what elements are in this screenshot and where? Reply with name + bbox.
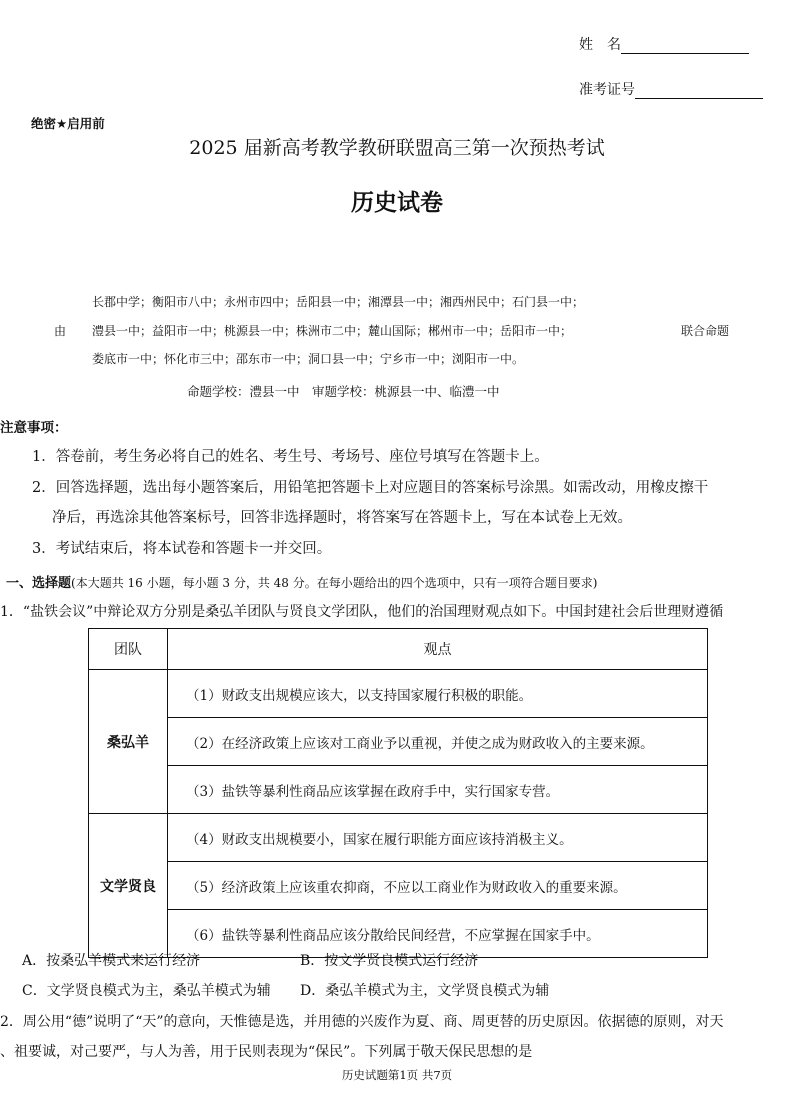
view-2: （2）在经济政策上应该对工商业予以重视，并使之成为财政收入的主要来源。 [168, 718, 708, 766]
exam-title: 2025 届新高考教学教研联盟高三第一次预热考试 [189, 137, 605, 159]
notice-item-2a: 2．回答选择题，选出每小题答案后，用铅笔把答题卡上对应题目的答案标号涂黑。如需改动，用橡皮擦干 [32, 480, 709, 496]
notice-title: 注意事项： [0, 420, 68, 436]
joint-proposition-label: 联合命题 [681, 324, 730, 338]
schools-line-1: 长郡中学；衡阳市八中；永州市四中；岳阳县一中；湘潭县一中；湘西州民中；石门县一中； [92, 295, 585, 309]
q2-line-1: 2．周公用“德”说明了“天”的意向，天惟德是选，并用德的兴废作为夏、商、周更替的历史原因。依据德的原则，对天 [0, 1014, 724, 1030]
table-row [89, 862, 708, 910]
secret-label: 绝密★启用前 [31, 116, 105, 131]
id-blank [635, 84, 763, 99]
subject-title: 历史试卷 [351, 190, 443, 216]
team-literati: 文学贤良 [89, 814, 168, 958]
table-header-team: 团队 [89, 629, 168, 670]
q2-line-2: 、祖要诚，对己要严，与人为善，用于民则表现为“保民”。下列属于敬天保民思想的是 [0, 1044, 533, 1060]
schools-you-char: 由 [54, 324, 67, 338]
table-header-row [89, 629, 708, 670]
notice-item-2b: 净后，再选涂其他答案标号，回答非选择题时，将答案写在答题卡上，写在本试卷上无效。 [52, 510, 632, 526]
q1-option-d: D．桑弘羊模式为主，文学贤良模式为辅 [300, 983, 550, 999]
q1-option-a: A．按桑弘羊模式来运行经济 [22, 953, 201, 969]
id-label: 准考证号 [579, 82, 635, 98]
q1-stem: 1．“盐铁会议”中辩论双方分别是桑弘羊团队与贤良文学团队，他们的治国理财观点如下。中国封建社会后世理财遵循 [0, 604, 724, 620]
id-field-row [579, 79, 763, 99]
section-1-desc: (本大题共 16 小题，每小题 3 分，共 48 分。在每小题给出的四个选项中，只有一项符合题目要求) [71, 576, 598, 590]
section-1-title: 一、选择题 [6, 576, 72, 591]
table-row [89, 670, 708, 718]
table-row [89, 766, 708, 814]
notice-item-3: 3．考试结束后，将本试卷和答题卡一并交回。 [32, 541, 332, 557]
team-sang-hongyang: 桑弘羊 [89, 670, 168, 814]
schools-line-2: 澧县一中；益阳市一中；桃源县一中；株洲市二中；麓山国际；郴州市一中；岳阳市一中； [92, 324, 573, 338]
view-6: （6）盐铁等暴利性商品应该分散给民间经营，不应掌握在国家手中。 [168, 910, 708, 958]
view-4: （4）财政支出规模要小，国家在履行职能方面应该持消极主义。 [168, 814, 708, 862]
q1-option-c: C．文学贤良模式为主，桑弘羊模式为辅 [22, 983, 271, 999]
notice-item-1: 1．答卷前，考生务必将自己的姓名、考生号、考场号、座位号填写在答题卡上。 [32, 449, 549, 465]
table-row [89, 718, 708, 766]
proposer-line: 命题学校：澧县一中 审题学校：桃源县一中、临澧一中 [187, 384, 500, 399]
name-blank [621, 39, 749, 54]
q1-table [88, 628, 708, 958]
view-1: （1）财政支出规模应该大，以支持国家履行积极的职能。 [168, 670, 708, 718]
table-header-view: 观点 [168, 629, 708, 670]
page-footer: 历史试题第1页 共7页 [341, 1068, 453, 1082]
table-row [89, 814, 708, 862]
schools-line-3: 娄底市一中；怀化市三中；邵东市一中；洞口县一中；宁乡市一中；浏阳市一中。 [92, 352, 525, 366]
view-3: （3）盐铁等暴利性商品应该掌握在政府手中，实行国家专营。 [168, 766, 708, 814]
view-5: （5）经济政策上应该重农抑商，不应以工商业作为财政收入的重要来源。 [168, 862, 708, 910]
q1-option-b: B．按文学贤良模式运行经济 [300, 953, 479, 969]
section-1-heading [6, 572, 597, 591]
name-field-row [579, 34, 749, 54]
name-label: 姓 名 [579, 37, 621, 53]
